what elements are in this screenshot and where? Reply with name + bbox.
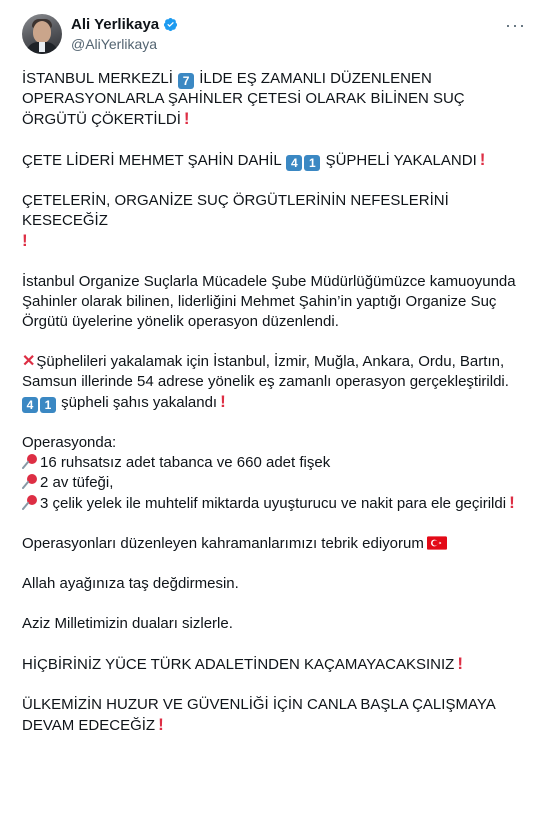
warning-line <box>22 654 527 675</box>
pushpin-icon <box>22 494 38 510</box>
operation-title: Operasyonda: <box>22 434 117 451</box>
congrats-line <box>22 534 527 554</box>
headline-2-part-a: ÇETE LİDERİ MEHMET ŞAHİN DAHİL <box>22 152 282 169</box>
warning-text: HİÇBİRİNİZ YÜCE TÜRK ADALETİNDEN KAÇAMAYACAKSINIZ <box>22 656 455 673</box>
tweet-text <box>22 69 527 736</box>
pushpin-icon <box>22 453 38 469</box>
paragraph-2 <box>22 352 527 413</box>
headline-2-part-b: ŞÜPHELİ YAKALANDI <box>325 152 477 169</box>
exclamation-icon: ! <box>509 493 515 512</box>
exclamation-icon: ! <box>22 231 28 250</box>
exclamation-icon: ! <box>183 109 190 128</box>
prayer-line: Allah ayağınıza taş değdirmesin. <box>22 575 239 592</box>
operation-item-3: 3 çelik yelek ile muhtelif miktarda uyuşturucu ve nakit para ele geçirildi <box>40 495 507 512</box>
headline-1 <box>22 69 527 130</box>
paragraph-2-text: Şüphelileri yakalamak için İstanbul, İzmir, Muğla, Ankara, Ordu, Bartın, Samsun illerinde 54 adrese yönelik eş zamanlı operasyon gerçekleştirildi. <box>22 353 509 390</box>
exclamation-icon: ! <box>220 392 226 411</box>
keycap-1: 1 <box>40 397 56 413</box>
paragraph-1: İstanbul Organize Suçlarla Mücadele Şube Müdürlüğümüzce kamuoyunda Şahinler olarak bilinen, liderliğini Mehmet Şahin’in yaptığı Organize Suç Örgütü üyelerine yönelik operasyon düzenlendi. <box>22 273 516 330</box>
exclamation-icon: ! <box>158 715 164 734</box>
operation-item-1: 16 ruhsatsız adet tabanca ve 660 adet fişek <box>40 454 331 471</box>
avatar[interactable] <box>22 14 62 54</box>
turkey-flag-icon <box>427 536 447 550</box>
more-options-icon[interactable]: ··· <box>505 15 526 35</box>
verified-badge-icon <box>163 17 178 32</box>
author-handle[interactable]: @AliYerlikaya <box>71 36 158 52</box>
closing-text: ÜLKEMİZİN HUZUR VE GÜVENLİĞİ İÇİN CANLA BAŞLA ÇALIŞMAYA DEVAM EDECEĞİZ <box>22 696 495 734</box>
keycap-4: 4 <box>22 397 38 413</box>
author-name[interactable]: Ali Yerlikaya <box>71 16 160 33</box>
closing-line <box>22 695 527 736</box>
operation-item-2: 2 av tüfeği, <box>40 474 114 491</box>
headline-1-part-a: İSTANBUL MERKEZLİ <box>22 70 173 87</box>
exclamation-icon: ! <box>479 150 486 169</box>
author-name-row[interactable] <box>71 16 178 33</box>
pushpin-icon <box>22 473 38 489</box>
congrats-text: Operasyonları düzenleyen kahramanlarımızı tebrik ediyorum <box>22 535 424 552</box>
operation-list <box>22 433 527 514</box>
headline-3 <box>22 191 527 252</box>
paragraph-2-suspects: şüpheli şahıs yakalandı <box>61 394 218 411</box>
keycap-7: 7 <box>178 73 194 89</box>
headline-1-part-b: İLDE EŞ ZAMANLI DÜZENLENEN OPERASYONLARLA ŞAHİNLER ÇETESİ OLARAK BİLİNEN SUÇ ÖRGÜTÜ ÇÖKERTİLDİ <box>22 70 465 128</box>
headline-2 <box>22 150 527 171</box>
keycap-1: 1 <box>304 155 320 171</box>
exclamation-icon: ! <box>457 654 463 673</box>
tweet-header <box>0 0 542 64</box>
keycap-4: 4 <box>286 155 302 171</box>
cross-mark-icon: ✕ <box>22 353 36 370</box>
nation-line: Aziz Milletimizin duaları sizlerle. <box>22 615 233 632</box>
headline-3-text: ÇETELERİN, ORGANİZE SUÇ ÖRGÜTLERİNİN NEFESLERİNİ KESECEĞİZ <box>22 192 449 229</box>
